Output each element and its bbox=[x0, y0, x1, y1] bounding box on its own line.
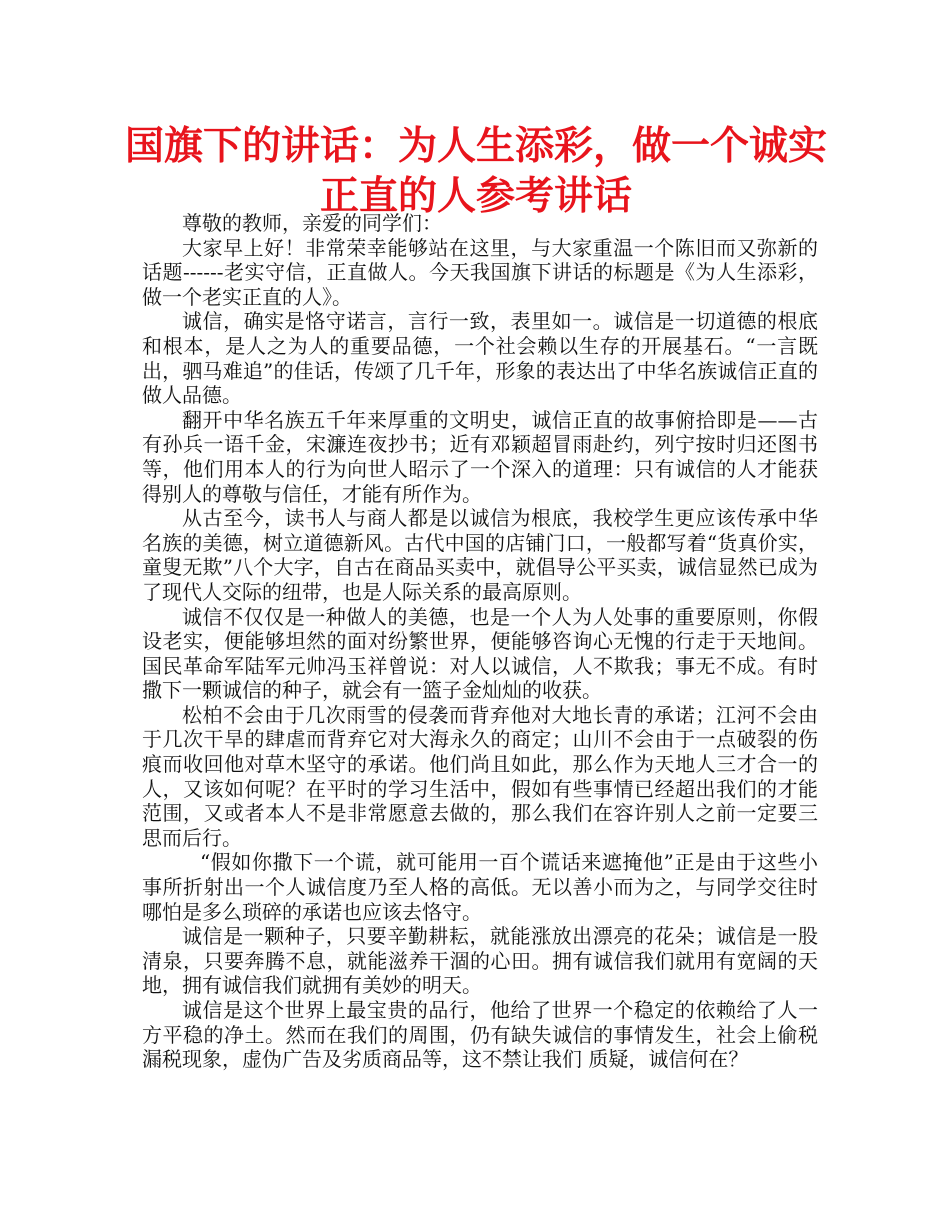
paragraph: 诚信不仅仅是一种做人的美德，也是一个人为人处事的重要原则，你假设老实，便能够坦然的面对纷繁世界，便能够咨询心无愧的行走于天地间。国民革命军陆军元帅冯玉祥曾说：对人以诚信，人不欺我；事无不成。有时撒下一颗诚信的种子，就会有一篮子金灿灿的收获。 bbox=[142, 604, 818, 703]
paragraph: 大家早上好！非常荣幸能够站在这里，与大家重温一个陈旧而又弥新的话题------老实守信，正直做人。今天我国旗下讲话的标题是《为人生添彩，做一个老实正直的人》。 bbox=[142, 235, 818, 309]
document-title: 国旗下的讲话：为人生添彩，做一个诚实正直的人参考讲话 bbox=[124, 124, 827, 219]
paragraph: 诚信，确实是恪守诺言，言行一致，表里如一。诚信是一切道德的根底和根本，是人之为人的重要品德，一个社会赖以生存的开展基石。“一言既出，驷马难追”的佳话，传颂了几千年，形象的表达出了中华名族诚信正直的做人品德。 bbox=[142, 309, 818, 408]
document-body bbox=[142, 211, 818, 1072]
paragraph: 从古至今，读书人与商人都是以诚信为根底，我校学生更应该传承中华名族的美德，树立道德新风。古代中国的店铺门口，一般都写着“货真价实，童叟无欺”八个大字，自古在商品买卖中，就倡导公平买卖，诚信显然已成为了现代人交际的纽带，也是人际关系的最高原则。 bbox=[142, 506, 818, 604]
paragraph-salutation: 尊敬的教师，亲爱的同学们： bbox=[182, 211, 442, 235]
paragraph: 诚信是一颗种子，只要辛勤耕耘，就能涨放出漂亮的花朵；诚信是一股清泉，只要奔腾不息，就能滋养干涸的心田。拥有诚信我们就用有宽阔的天地，拥有诚信我们就拥有美妙的明天。 bbox=[142, 924, 818, 998]
paragraph: “假如你撒下一个谎，就可能用一百个谎话来遮掩他”正是由于这些小事所折射出一个人诚信度乃至人格的高低。无以善小而为之，与同学交往时哪怕是多么琐碎的承诺也应该去恪守。 bbox=[142, 850, 818, 924]
paragraph: 松柏不会由于几次雨雪的侵袭而背弃他对大地长青的承诺；江河不会由于几次干旱的肆虐而背弃它对大海永久的商定；山川不会由于一点破裂的伤痕而收回他对草木坚守的承诺。他们尚且如此，那么作为天地人三才合一的人，又该如何呢？在平时的学习生活中，假如有些事情已经超出我们的才能范围，又或者本人不是非常愿意去做的，那么我们在容许别人之前一定要三思而后行。 bbox=[142, 702, 818, 850]
paragraph: 诚信是这个世界上最宝贵的品行，他给了世界一个稳定的依赖给了人一方平稳的净土。然而在我们的周围，仍有缺失诚信的事情发生，社会上偷税漏税现象，虚伪广告及劣质商品等，这不禁让我们 质疑，诚信何在？ bbox=[142, 998, 818, 1072]
paragraph: 翻开中华名族五千年来厚重的文明史，诚信正直的故事俯拾即是——古有孙兵一语千金，宋濂连夜抄书；近有邓颖超冒雨赴约，列宁按时归还图书等，他们用本人的行为向世人昭示了一个深入的道理：只有诚信的人才能获得别人的尊敬与信任，才能有所作为。 bbox=[142, 407, 818, 506]
